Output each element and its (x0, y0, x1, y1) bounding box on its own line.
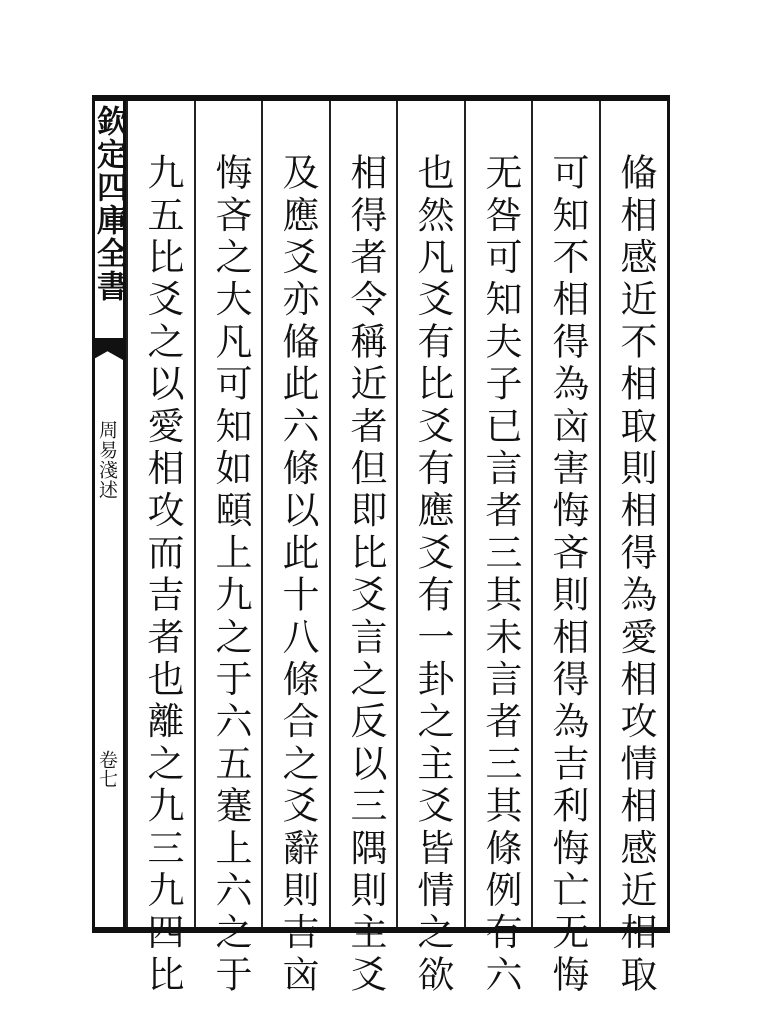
text-column-1 (599, 101, 667, 997)
column-text: 及應爻亦偹此六條以此十八條合之爻辭則吉㐫 (276, 153, 319, 997)
margin-page-number: 卷七 (96, 750, 118, 788)
column-text: 可知不相得為㐫害悔吝則相得為吉利悔亡无悔 (546, 153, 589, 997)
fishtail-mark-icon (92, 338, 123, 360)
margin-strip (92, 95, 126, 933)
column-text: 相得者令稱近者但即比爻言之反以三隅則主爻 (344, 153, 387, 997)
text-column-3 (464, 101, 531, 997)
column-text: 无咎可知夫子已言者三其未言者三其條例有六 (479, 153, 522, 997)
text-column-2 (531, 101, 599, 997)
column-text: 也然凡爻有比爻有應爻有一卦之主爻皆情之欲 (411, 153, 454, 997)
column-text: 九五比爻之以愛相攻而吉者也離之九三九四比 (141, 153, 184, 997)
text-column-5 (329, 101, 396, 997)
text-column-8 (126, 101, 194, 997)
margin-title: 欽定四庫全書 (91, 105, 127, 303)
text-column-7 (194, 101, 261, 997)
column-text: 偹相感近不相取則相得為愛相攻情相感近相取 (614, 153, 657, 997)
text-column-6 (261, 101, 329, 997)
column-text: 悔吝之大凡可知如頤上九之于六五蹇上六之于 (209, 153, 252, 997)
text-column-4 (396, 101, 464, 997)
margin-book-title: 周易淺述 (96, 420, 118, 500)
text-body (126, 101, 667, 997)
